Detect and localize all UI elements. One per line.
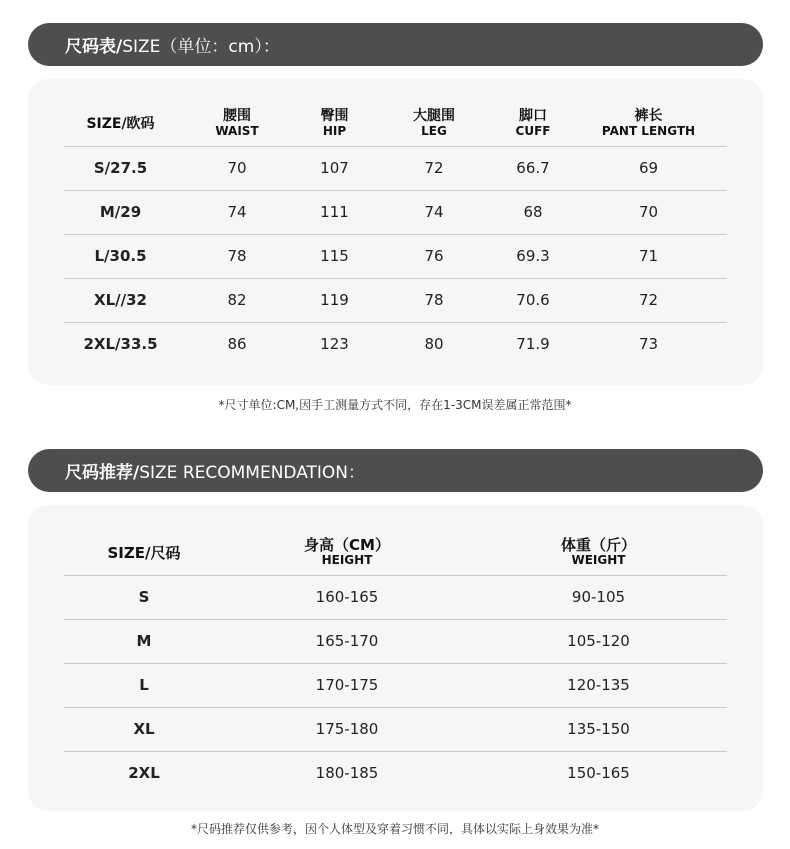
weight-cell: 150-165 — [470, 751, 727, 795]
recommendation-subtitle: SIZE RECOMMENDATION： — [139, 463, 366, 483]
table-row — [64, 322, 727, 366]
height-cell: 160-165 — [224, 575, 470, 619]
cuff-cell: 69.3 — [496, 234, 570, 278]
waist-cell: 74 — [177, 190, 297, 234]
size-cell: L — [64, 663, 224, 707]
size-cell: 2XL/33.5 — [64, 322, 177, 366]
table-row — [64, 663, 727, 707]
length-cell: 70 — [570, 190, 727, 234]
length-cell: 71 — [570, 234, 727, 278]
leg-cell: 76 — [372, 234, 496, 278]
table-row — [64, 707, 727, 751]
size-cell: 2XL — [64, 751, 224, 795]
column-header-pant-length: 裤长 PANT LENGTH — [570, 101, 727, 146]
size-table-header — [28, 23, 763, 66]
size-cell: L/30.5 — [64, 234, 177, 278]
table-row — [64, 190, 727, 234]
size-table-note: *尺寸单位:CM,因手工测量方式不同，存在1-3CM误差属正常范围* — [218, 398, 572, 412]
column-header-height: 身高（CM） HEIGHT — [224, 530, 470, 575]
leg-cell: 80 — [372, 322, 496, 366]
hip-cell: 123 — [297, 322, 372, 366]
size-table-header-row — [64, 101, 727, 146]
recommendation-header — [28, 449, 763, 492]
table-row — [64, 278, 727, 322]
column-header-cuff: 脚口 CUFF — [496, 101, 570, 146]
size-cell: M — [64, 619, 224, 663]
size-table-subtitle: SIZE（单位：cm）： — [122, 37, 280, 57]
table-row — [64, 234, 727, 278]
waist-cell: 82 — [177, 278, 297, 322]
column-header-weight: 体重（斤） WEIGHT — [470, 530, 727, 575]
recommendation-header-row — [64, 530, 727, 575]
column-header-size: SIZE/尺码 — [64, 530, 224, 575]
leg-cell: 72 — [372, 146, 496, 190]
recommendation-table — [64, 530, 727, 795]
waist-cell: 78 — [177, 234, 297, 278]
height-cell: 180-185 — [224, 751, 470, 795]
weight-cell: 120-135 — [470, 663, 727, 707]
length-cell: 72 — [570, 278, 727, 322]
table-row — [64, 575, 727, 619]
cuff-cell: 71.9 — [496, 322, 570, 366]
length-cell: 73 — [570, 322, 727, 366]
size-cell: S — [64, 575, 224, 619]
table-row — [64, 146, 727, 190]
hip-cell: 119 — [297, 278, 372, 322]
table-row — [64, 751, 727, 795]
column-header-hip: 臀围 HIP — [297, 101, 372, 146]
height-cell: 175-180 — [224, 707, 470, 751]
waist-cell: 70 — [177, 146, 297, 190]
column-header-leg: 大腿围 LEG — [372, 101, 496, 146]
column-header-waist: 腰围 WAIST — [177, 101, 297, 146]
cuff-cell: 70.6 — [496, 278, 570, 322]
recommendation-note: *尺码推荐仅供参考，因个人体型及穿着习惯不同，具体以实际上身效果为准* — [190, 822, 599, 836]
length-cell: 69 — [570, 146, 727, 190]
recommendation-title: 尺码推荐/ — [65, 463, 140, 483]
weight-cell: 135-150 — [470, 707, 727, 751]
waist-cell: 86 — [177, 322, 297, 366]
cuff-cell: 66.7 — [496, 146, 570, 190]
hip-cell: 111 — [297, 190, 372, 234]
table-row — [64, 619, 727, 663]
size-table-title: 尺码表/ — [65, 37, 123, 57]
hip-cell: 107 — [297, 146, 372, 190]
height-cell: 170-175 — [224, 663, 470, 707]
weight-cell: 90-105 — [470, 575, 727, 619]
size-table — [64, 101, 727, 366]
hip-cell: 115 — [297, 234, 372, 278]
size-cell: XL//32 — [64, 278, 177, 322]
column-header-size: SIZE/欧码 — [64, 101, 177, 146]
size-cell: XL — [64, 707, 224, 751]
cuff-cell: 68 — [496, 190, 570, 234]
height-cell: 165-170 — [224, 619, 470, 663]
weight-cell: 105-120 — [470, 619, 727, 663]
leg-cell: 74 — [372, 190, 496, 234]
size-cell: M/29 — [64, 190, 177, 234]
leg-cell: 78 — [372, 278, 496, 322]
size-cell: S/27.5 — [64, 146, 177, 190]
